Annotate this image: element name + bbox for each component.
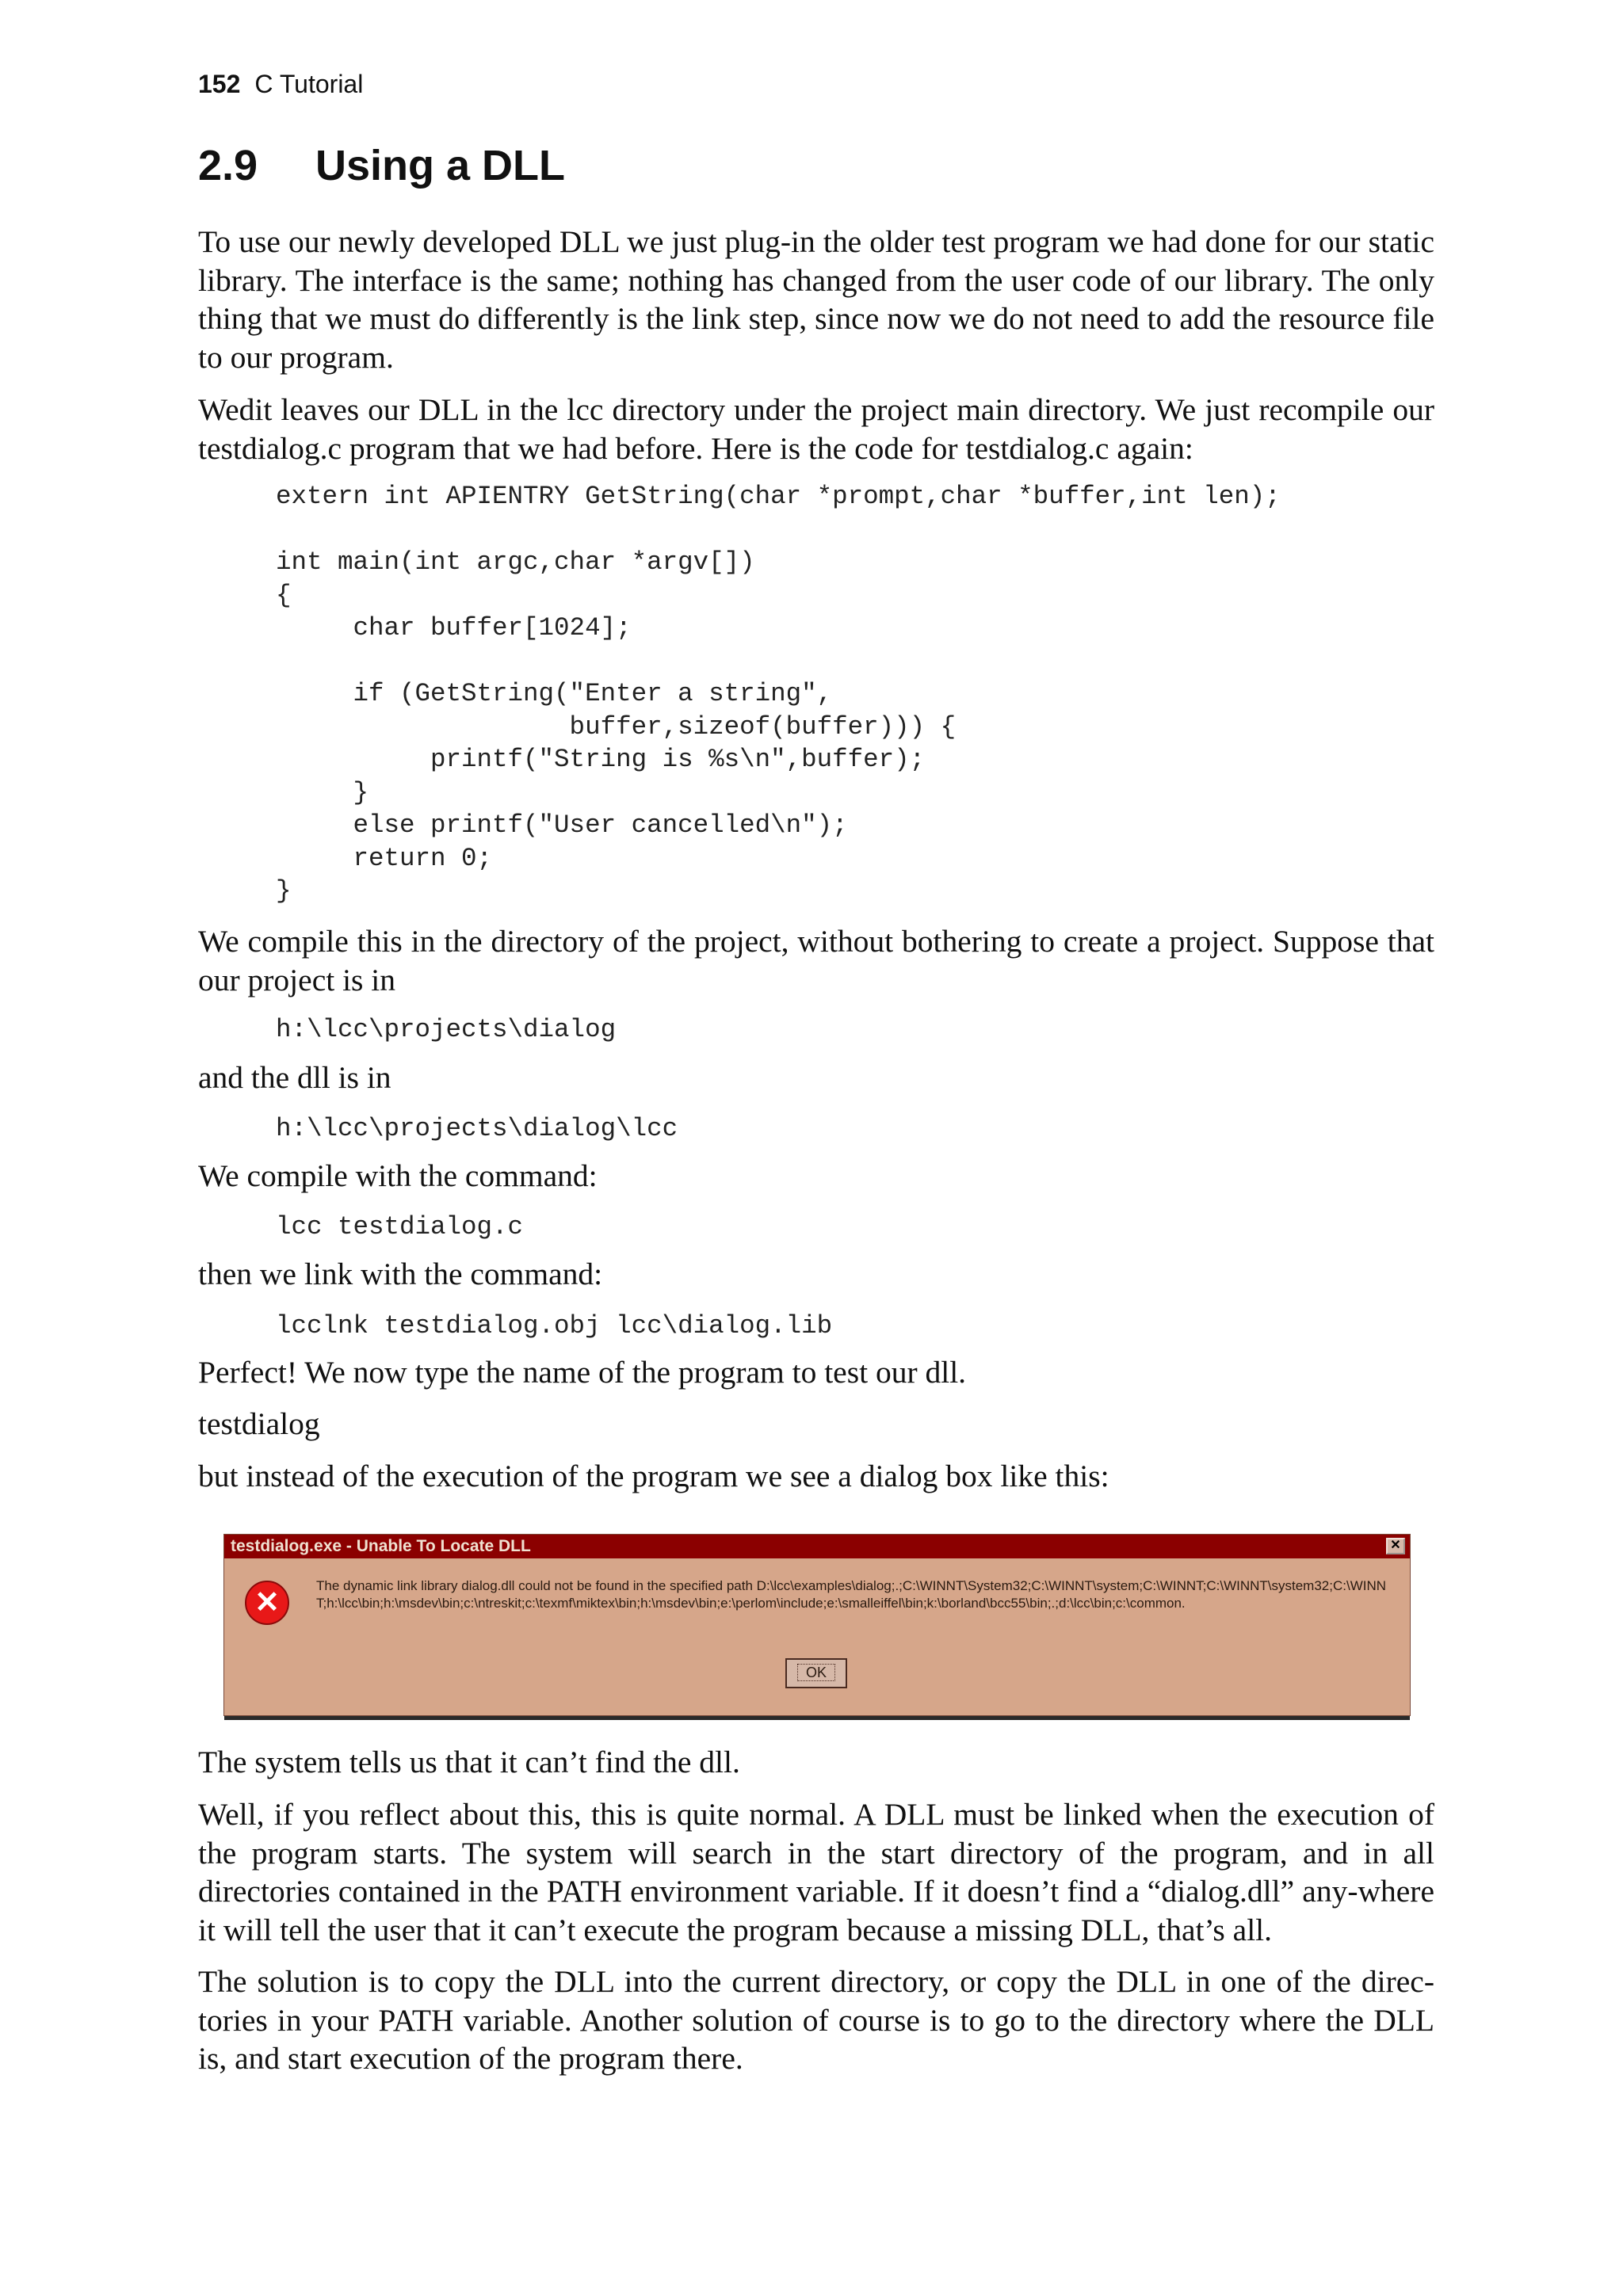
section-title: Using a DLL <box>315 142 566 189</box>
ok-button[interactable] <box>785 1658 847 1688</box>
dialog-shadow <box>224 1716 1410 1720</box>
paragraph-compile-command: We compile with the command: <box>198 1158 598 1193</box>
code-dll-path: h:\lcc\projects\dialog\lcc <box>276 1114 678 1143</box>
paragraph-intro: To use our newly developed DLL we just plug-in the older test program we had done for our static library. The interface is the same; nothing has changed from the user code of our library. The only thing that we must do differently is the link step, since now we do not need to add the resource file to our program. <box>198 224 1434 375</box>
paragraph-compile-project: We compile this in the directory of the project, without bothering to create a project. Suppose that our project is in <box>198 924 1434 997</box>
paragraph-testdialog: testdialog <box>198 1406 320 1441</box>
section-number: 2.9 <box>198 142 258 189</box>
code-project-path: h:\lcc\projects\dialog <box>276 1015 617 1044</box>
paragraph-explanation: Well, if you reflect about this, this is quite normal. A DLL must be linked when the execution of the program starts. The system will search in the start directory of the program, and in all directories contained in the PATH environment variable. If it doesn’t find a “dialog.dll” any-where it will tell the user that it can’t execute the program because a missing DLL, that’s all. <box>198 1797 1434 1947</box>
running-header <box>198 70 363 99</box>
code-compile-command: lcc testdialog.c <box>276 1212 524 1241</box>
paragraph-dll-location: and the dll is in <box>198 1060 391 1095</box>
dialog-message: The dynamic link library dialog.dll could not be found in the specified path D:\lcc\examples\dialog;.;C:\WINNT\System32;C:\WINNT\system;C:\WINNT;C:\WINNT\system32;C:\WINNT;h:\lcc\bin;h:\msdev\bin;c:\ntreskit;c:\texmf\miktex\bin;h:\msdev\bin;e:\perlom\include;e:\smalleiffel\bin;k:\borland\bcc55\bin;.;d:\lcc\bin;c:\common. <box>316 1578 1387 1611</box>
page-number: 152 <box>198 70 241 98</box>
ok-button-label: OK <box>797 1664 835 1681</box>
error-dialog-screenshot <box>223 1534 1411 1716</box>
close-icon[interactable]: ✕ <box>1386 1538 1405 1554</box>
dialog-titlebar <box>224 1535 1410 1558</box>
error-icon: ✕ <box>245 1581 289 1625</box>
paragraph-wedit: Wedit leaves our DLL in the lcc directory under the project main directory. We just recompile our testdialog.c program that we had before. Here is the code for testdialog.c again: <box>198 392 1434 466</box>
paragraph-link-command: then we link with the command: <box>198 1257 603 1291</box>
code-link-command: lcclnk testdialog.obj lcc\dialog.lib <box>276 1311 833 1341</box>
paragraph-dialog-intro: but instead of the execution of the program we see a dialog box like this: <box>198 1459 1109 1493</box>
paragraph-perfect: Perfect! We now type the name of the program to test our dll. <box>198 1355 967 1390</box>
running-title: C Tutorial <box>254 70 364 98</box>
dialog-title: testdialog.exe - Unable To Locate DLL <box>231 1537 531 1555</box>
section-heading <box>198 141 565 190</box>
paragraph-cant-find: The system tells us that it can’t find the dll. <box>198 1745 740 1779</box>
paragraph-solution: The solution is to copy the DLL into the current directory, or copy the DLL in one of the direc-tories in your PATH variable. Another solution of course is to go to the directory where the DLL is, and start execution of the program there. <box>198 1964 1434 2076</box>
code-listing-testdialog: extern int APIENTRY GetString(char *prompt,char *buffer,int len); int main(int argc,char *argv[]) { char buffer[1024]; if (GetString("Enter a string", buffer,sizeof(buffer))) { printf("String is %s\n",buffer); } else printf("User cancelled\n"); return 0; } <box>276 482 1281 906</box>
